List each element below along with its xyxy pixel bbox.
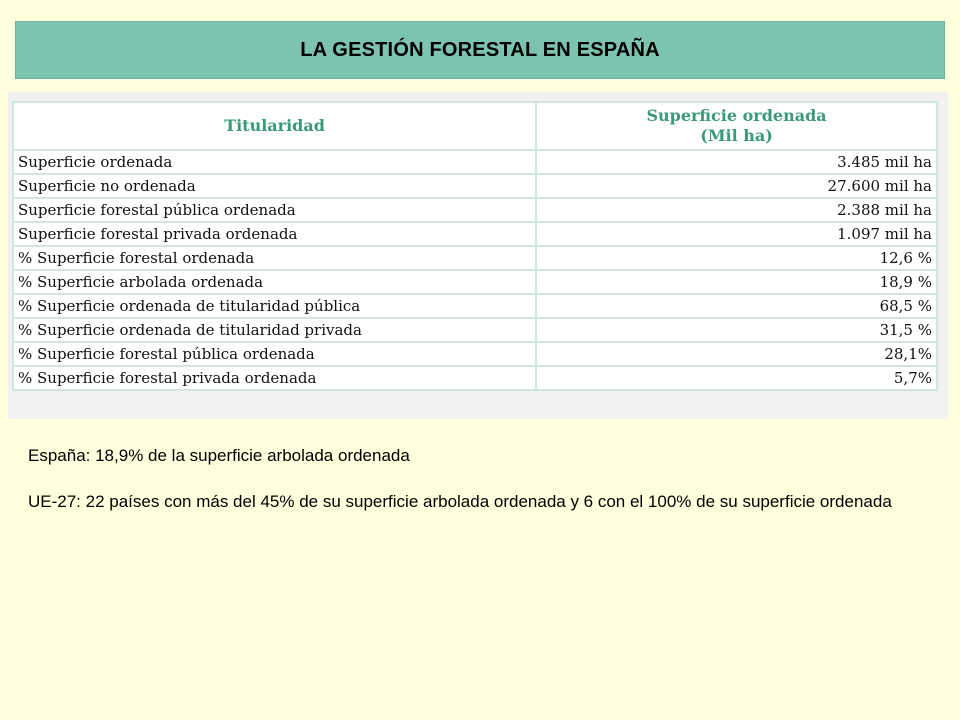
row-value: 5,7%: [536, 366, 937, 390]
header-superficie-ordenada: [536, 102, 937, 150]
row-label: Superficie forestal privada ordenada: [13, 222, 536, 246]
table-row: [13, 342, 937, 366]
table-row: [13, 150, 937, 174]
row-value: 18,9 %: [536, 270, 937, 294]
table-row: [13, 294, 937, 318]
notes-section: [28, 444, 908, 536]
row-value: 12,6 %: [536, 246, 937, 270]
row-label: Superficie forestal pública ordenada: [13, 198, 536, 222]
row-label: % Superficie ordenada de titularidad privada: [13, 318, 536, 342]
table-panel: [8, 92, 948, 419]
row-label: % Superficie forestal ordenada: [13, 246, 536, 270]
table-row: [13, 246, 937, 270]
note-spain: España: 18,9% de la superficie arbolada ordenada: [28, 446, 410, 465]
row-value: 1.097 mil ha: [536, 222, 937, 246]
header-superficie-line2: (Mil ha): [700, 126, 773, 145]
table-row: [13, 270, 937, 294]
table-row: [13, 366, 937, 390]
table-header-row: [13, 102, 937, 150]
row-value: 27.600 mil ha: [536, 174, 937, 198]
forest-management-table: [12, 101, 938, 391]
note-eu: UE-27: 22 países con más del 45% de su superficie arbolada ordenada y 6 con el 100% de su superficie ordenada: [28, 492, 892, 511]
title-banner: [15, 21, 945, 79]
row-label: % Superficie forestal pública ordenada: [13, 342, 536, 366]
row-label: Superficie no ordenada: [13, 174, 536, 198]
row-label: % Superficie forestal privada ordenada: [13, 366, 536, 390]
row-label: Superficie ordenada: [13, 150, 536, 174]
row-value: 2.388 mil ha: [536, 198, 937, 222]
header-titularidad: Titularidad: [13, 102, 536, 150]
table-row: [13, 198, 937, 222]
row-label: % Superficie ordenada de titularidad pública: [13, 294, 536, 318]
row-value: 31,5 %: [536, 318, 937, 342]
table-row: [13, 318, 937, 342]
row-value: 68,5 %: [536, 294, 937, 318]
header-superficie-line1: Superficie ordenada: [646, 106, 827, 125]
table-row: [13, 174, 937, 198]
table-row: [13, 222, 937, 246]
row-value: 3.485 mil ha: [536, 150, 937, 174]
page-title: LA GESTIÓN FORESTAL EN ESPAÑA: [300, 38, 660, 61]
row-value: 28,1%: [536, 342, 937, 366]
row-label: % Superficie arbolada ordenada: [13, 270, 536, 294]
